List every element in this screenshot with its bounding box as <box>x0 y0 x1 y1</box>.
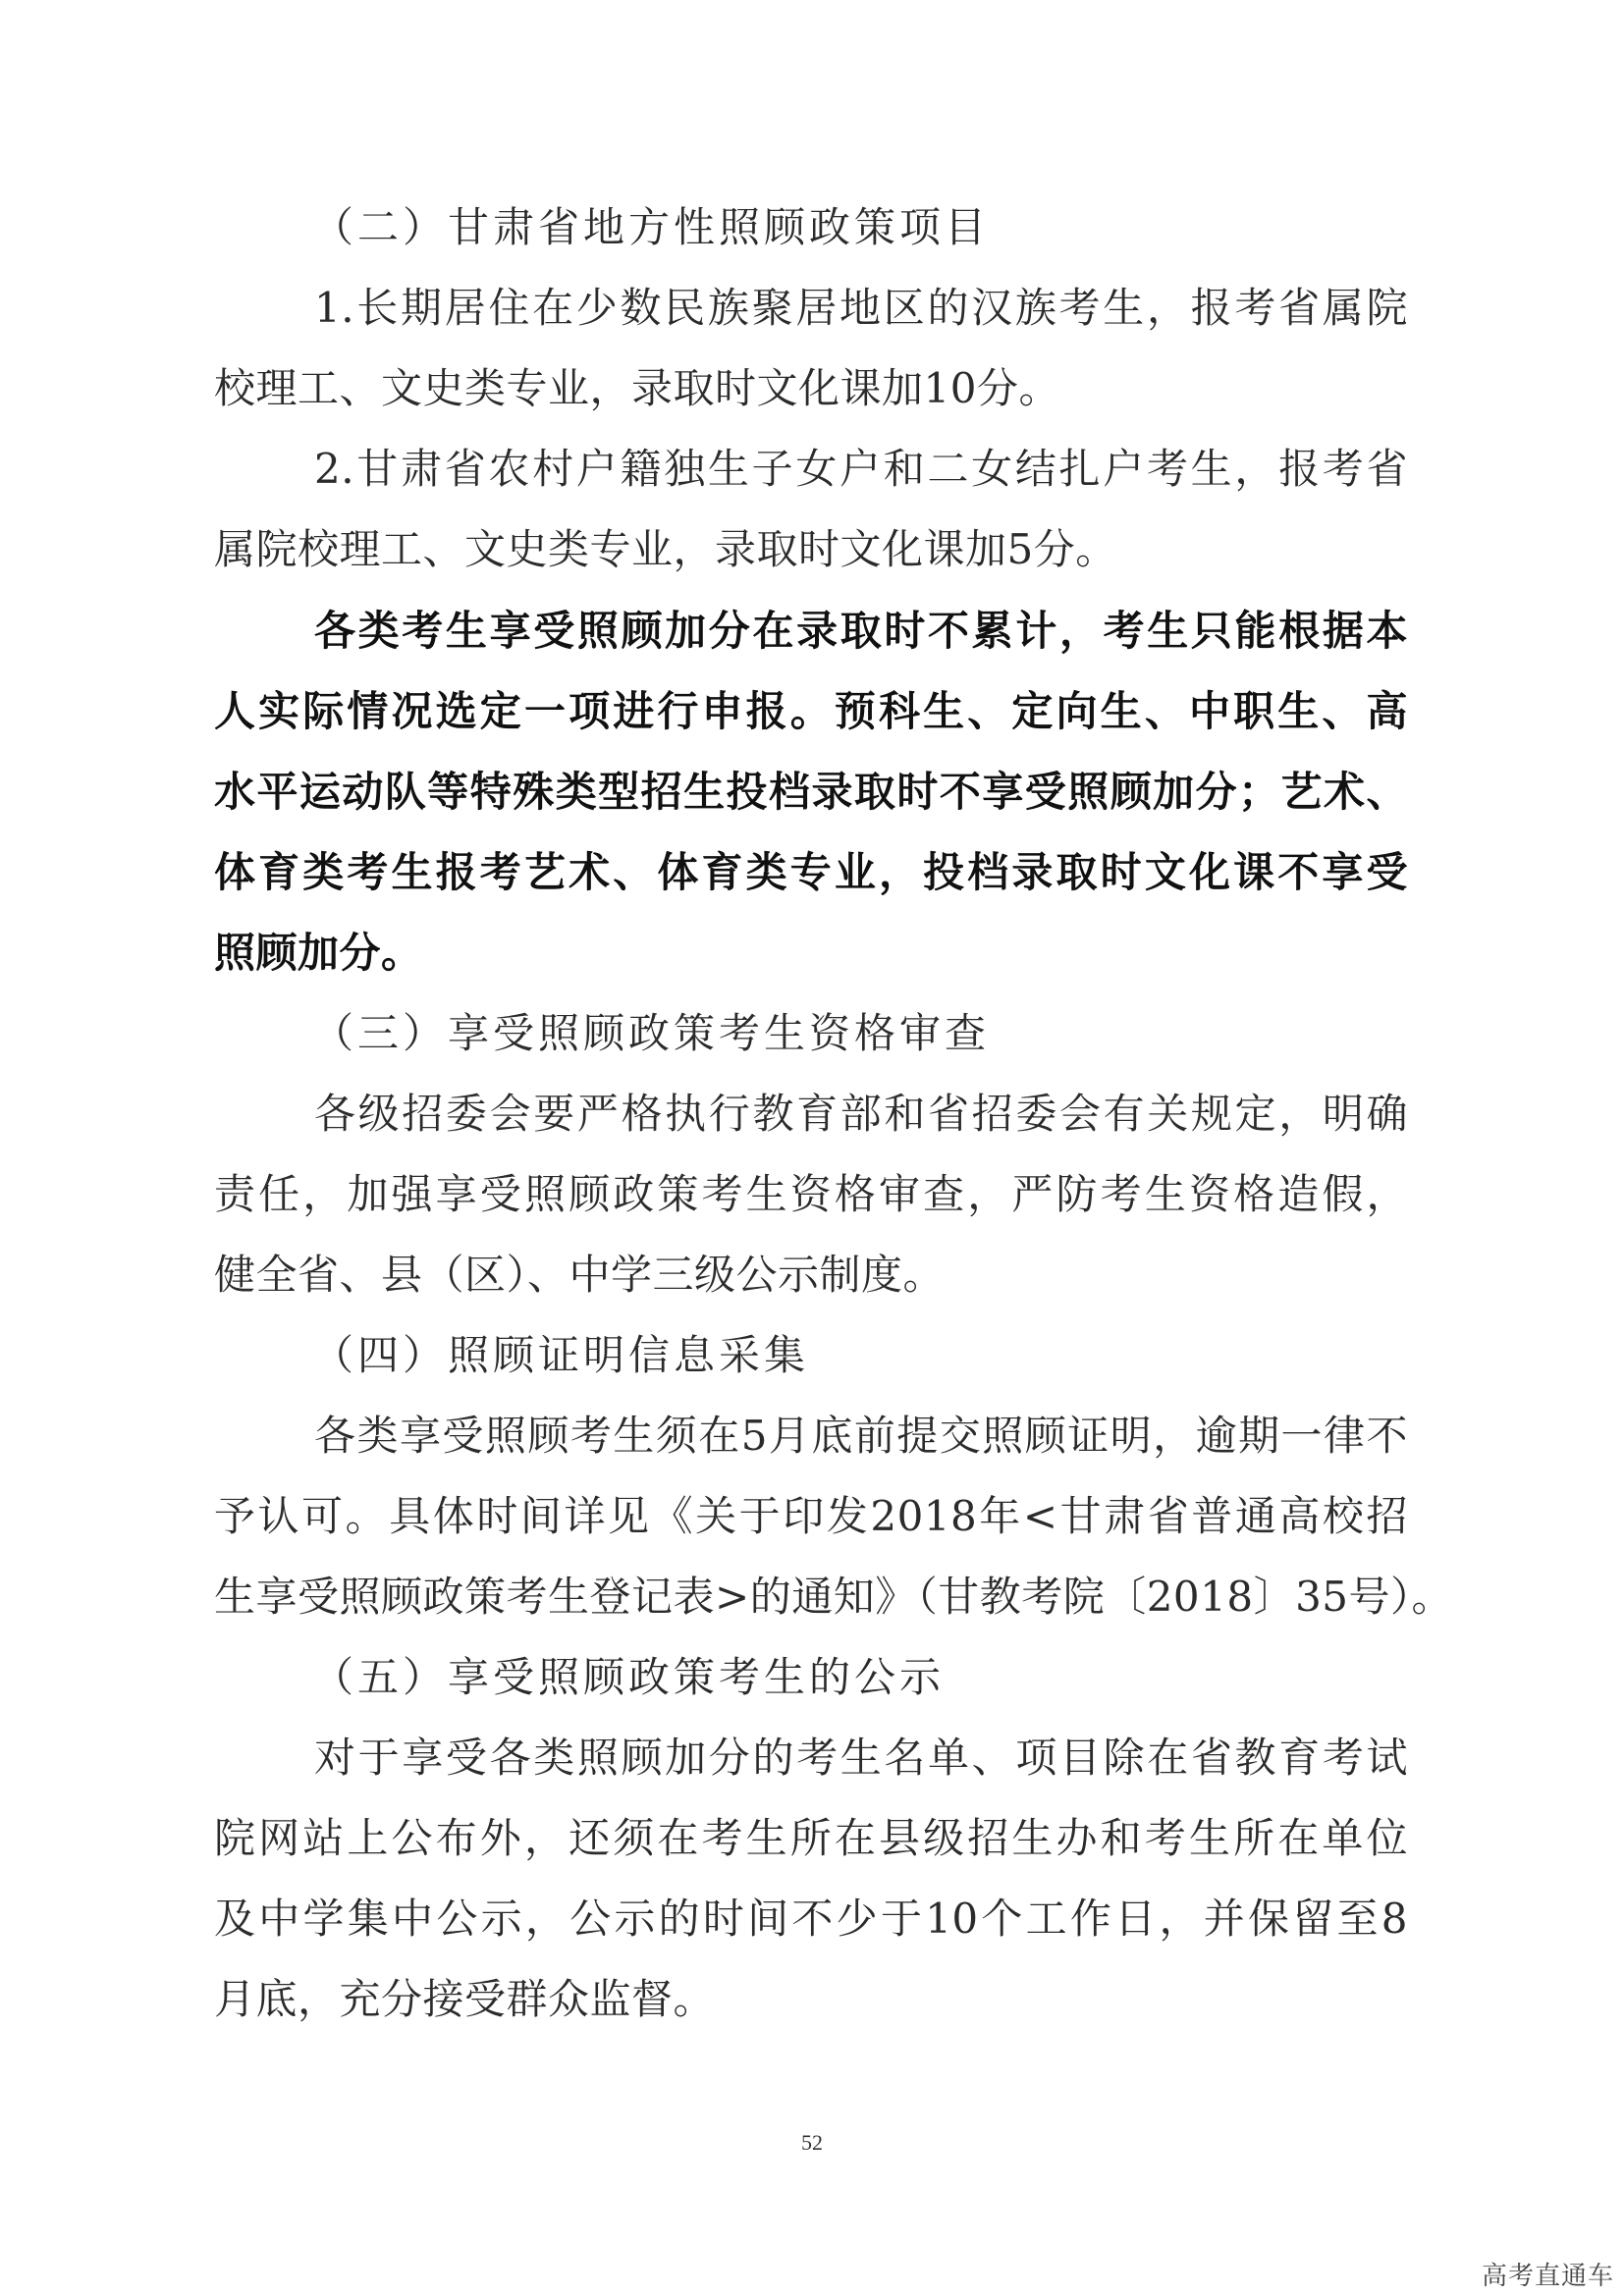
bold-note-line-1: 各类考生享受照顾加分在录取时不累计，考生只能根据本 <box>314 607 1408 655</box>
item-one-line-2: 校理工、文史类专业，录取时文化课加10分。 <box>214 364 1060 413</box>
bold-paragraph-line <box>0 833 1624 912</box>
bold-note-line-3: 水平运动队等特殊类型招生投档录取时不享受照顾加分；艺术、 <box>214 768 1408 817</box>
section-heading: （二）甘肃省地方性照顾政策项目 <box>312 203 991 251</box>
section-five-line-2: 院网站上公布外，还须在考生所在县级招生办和考生所在单位 <box>214 1814 1408 1863</box>
section-four-line-1: 各类享受照顾考生须在5月底前提交照顾证明，逾期一律不 <box>314 1412 1408 1461</box>
paragraph-line <box>0 1075 1624 1153</box>
section-three-line-2: 责任，加强享受照顾政策考生资格审查，严防考生资格造假， <box>214 1170 1408 1219</box>
paragraph-line <box>0 430 1624 508</box>
item-one-line-1: 1.长期居住在少数民族聚居地区的汉族考生，报考省属院 <box>314 284 1408 333</box>
section-four-line-2: 予认可。具体时间详见《关于印发2018年<甘肃省普通高校招 <box>214 1492 1408 1541</box>
paragraph-line <box>0 1155 1624 1234</box>
section-heading: （四）照顾证明信息采集 <box>312 1331 810 1380</box>
bold-paragraph-line <box>0 753 1624 831</box>
section-three-line-1: 各级招委会要严格执行教育部和省招委会有关规定，明确 <box>314 1090 1408 1139</box>
page-number: 52 <box>801 2130 823 2155</box>
bold-paragraph-line <box>0 592 1624 670</box>
watermark: 高考直通车 <box>1481 2262 1614 2291</box>
section-heading: （五）享受照顾政策考生的公示 <box>312 1653 946 1702</box>
bold-note-line-2: 人实际情况选定一项进行申报。预科生、定向生、中职生、高 <box>214 687 1408 736</box>
paragraph-line <box>0 1799 1624 1878</box>
section-two-heading-line <box>0 188 1624 267</box>
paragraph-line <box>0 1558 1624 1636</box>
section-five-line-3: 及中学集中公示，公示的时间不少于10个工作日，并保留至8 <box>214 1895 1408 1944</box>
section-five-line-4: 月底，充分接受群众监督。 <box>214 1975 716 2024</box>
section-three-heading-line <box>0 994 1624 1073</box>
paragraph-line <box>0 1719 1624 1797</box>
paragraph-line <box>0 1880 1624 1958</box>
section-four-heading-line <box>0 1316 1624 1395</box>
bold-paragraph-line <box>0 672 1624 751</box>
bold-note-line-4: 体育类考生报考艺术、体育类专业，投档录取时文化课不享受 <box>214 848 1408 897</box>
paragraph-line <box>0 1397 1624 1475</box>
section-heading: （三）享受照顾政策考生资格审查 <box>312 1009 991 1058</box>
paragraph-line <box>0 1960 1624 2039</box>
paragraph-line <box>0 349 1624 428</box>
paragraph-line <box>0 1477 1624 1556</box>
item-two-line-1: 2.甘肃省农村户籍独生子女户和二女结扎户考生，报考省 <box>314 445 1408 494</box>
section-five-line-1: 对于享受各类照顾加分的考生名单、项目除在省教育考试 <box>314 1734 1408 1783</box>
paragraph-line <box>0 1236 1624 1314</box>
section-three-line-3: 健全省、县（区）、中学三级公示制度。 <box>214 1251 946 1300</box>
section-five-heading-line <box>0 1638 1624 1717</box>
paragraph-line <box>0 269 1624 347</box>
item-two-line-2: 属院校理工、文史类专业，录取时文化课加5分。 <box>214 525 1117 574</box>
bold-paragraph-line <box>0 914 1624 992</box>
paragraph-line <box>0 510 1624 589</box>
section-four-line-3: 生享受照顾政策考生登记表>的通知》（甘教考院〔2018〕35号）。 <box>214 1573 1454 1622</box>
bold-note-line-5: 照顾加分。 <box>214 929 423 978</box>
